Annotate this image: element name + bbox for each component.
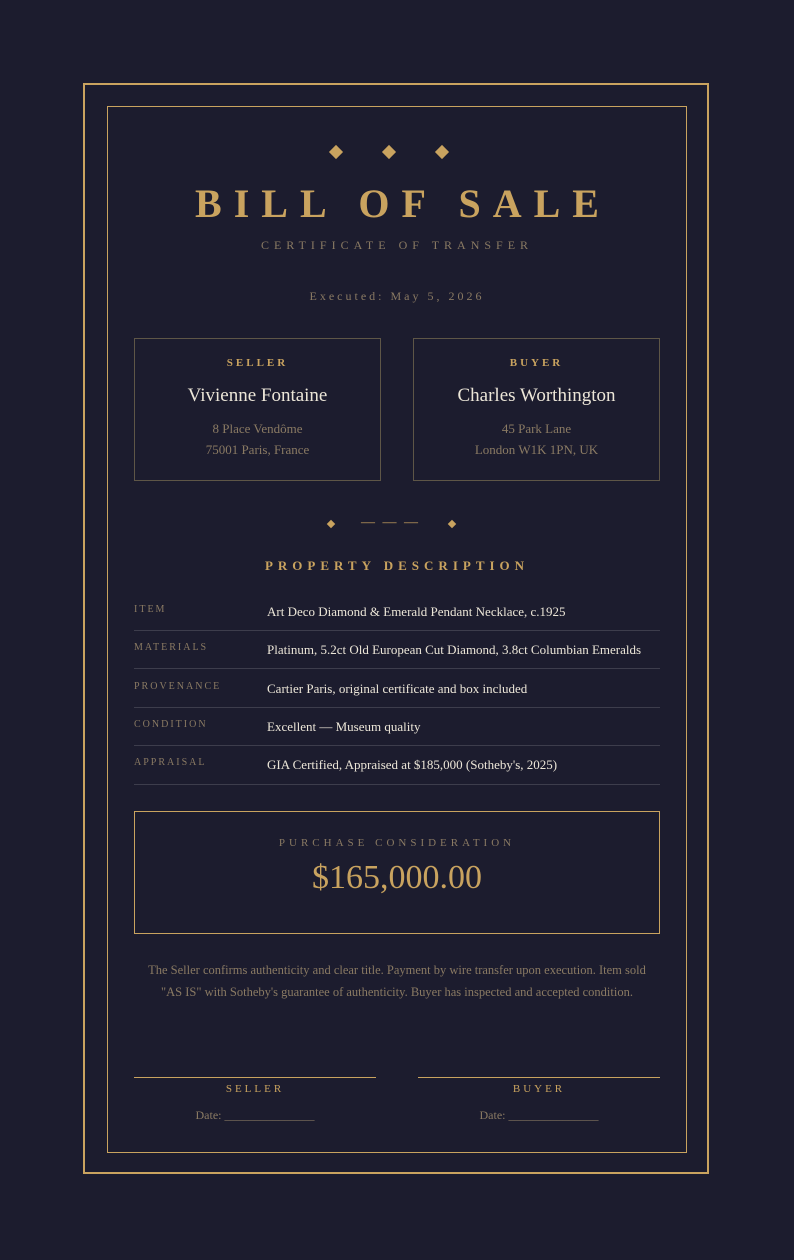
buyer-signature-label: BUYER	[512, 1083, 566, 1095]
property-row-provenance	[134, 670, 660, 708]
buyer-role: BUYER	[509, 357, 564, 369]
property-row-condition	[134, 708, 660, 746]
property-row-appraisal	[134, 746, 660, 785]
consideration-amount: $165,000.00	[312, 859, 482, 896]
buyer-address-line2: London W1K 1PN, UK	[474, 442, 599, 457]
row-label: APPRAISAL	[134, 757, 207, 768]
terms-line: The Seller confirms authenticity and clear title. Payment by wire transfer upon execution. Item sold	[148, 963, 646, 977]
document-subtitle: CERTIFICATE OF TRANSFER	[260, 238, 534, 252]
row-value: GIA Certified, Appraised at $185,000 (Sotheby's, 2025)	[267, 757, 558, 772]
consideration-label: PURCHASE CONSIDERATION	[278, 837, 516, 849]
buyer-address-line1: 45 Park Lane	[501, 421, 572, 436]
buyer-card	[413, 338, 660, 481]
divider-dashes: — — —	[361, 515, 420, 530]
row-label: MATERIALS	[134, 642, 209, 653]
seller-date-field[interactable]: Date: _______________	[195, 1108, 315, 1122]
row-label: ITEM	[134, 604, 167, 615]
terms-text	[134, 959, 660, 1003]
seller-signature-label: SELLER	[225, 1083, 285, 1095]
property-row-item	[134, 593, 660, 631]
row-label: CONDITION	[134, 719, 208, 730]
buyer-date-field[interactable]: Date: _______________	[479, 1108, 599, 1122]
seller-name: Vivienne Fontaine	[187, 385, 328, 406]
seller-signature-line[interactable]	[134, 1077, 376, 1078]
seller-address-line2: 75001 Paris, France	[205, 442, 310, 457]
row-value: Platinum, 5.2ct Old European Cut Diamond, 3.8ct Columbian Emeralds	[267, 642, 642, 657]
row-value: Excellent — Museum quality	[267, 719, 421, 734]
buyer-name: Charles Worthington	[457, 385, 616, 406]
seller-card	[134, 338, 381, 481]
seller-role: SELLER	[226, 357, 289, 369]
buyer-signature-line[interactable]	[418, 1077, 660, 1078]
document-title: BILL OF SALE	[195, 181, 611, 226]
purchase-consideration-box	[134, 811, 660, 934]
property-row-materials	[134, 631, 660, 669]
row-value: Cartier Paris, original certificate and box included	[267, 681, 528, 696]
terms-line: "AS IS" with Sotheby's guarantee of authenticity. Buyer has inspected and accepted condition.	[161, 985, 633, 999]
property-heading: PROPERTY DESCRIPTION	[264, 558, 530, 573]
seller-address-line1: 8 Place Vendôme	[212, 421, 303, 436]
execution-date: Executed: May 5, 2026	[309, 289, 485, 303]
row-label: PROVENANCE	[134, 681, 222, 692]
row-value: Art Deco Diamond & Emerald Pendant Necklace, c.1925	[267, 604, 566, 619]
